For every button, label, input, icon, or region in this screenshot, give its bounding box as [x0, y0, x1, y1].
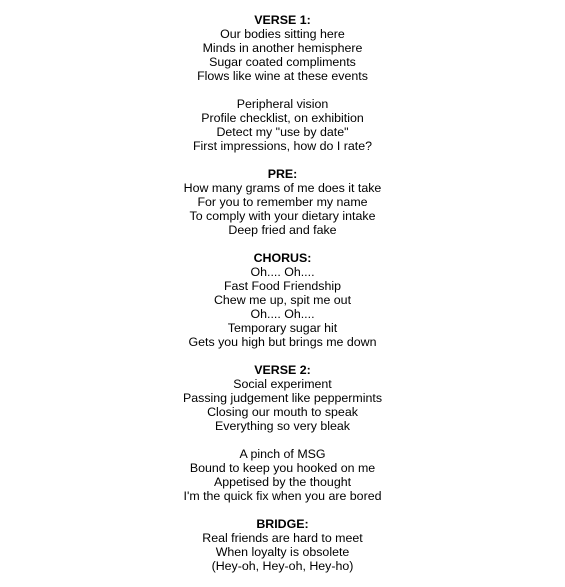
lyrics-section-chorus	[0, 251, 565, 349]
lyric-line: Bound to keep you hooked on me	[189, 461, 376, 475]
section-heading: VERSE 1:	[254, 13, 311, 27]
section-heading: PRE:	[267, 167, 298, 181]
lyric-line: Oh.... Oh....	[250, 265, 315, 279]
lyrics-section-verse-1b	[0, 97, 565, 153]
section-heading: BRIDGE:	[256, 517, 309, 531]
lyric-line: Social experiment	[233, 377, 332, 391]
lyric-line: To comply with your dietary intake	[189, 209, 376, 223]
lyric-line: Fast Food Friendship	[223, 279, 342, 293]
lyric-line: Passing judgement like peppermints	[182, 391, 383, 405]
lyric-line: Closing our mouth to speak	[207, 405, 358, 419]
lyrics-document	[0, 13, 565, 587]
lyric-line: For you to remember my name	[197, 195, 368, 209]
lyric-line: When loyalty is obsolete	[215, 545, 350, 559]
lyric-line: Temporary sugar hit	[227, 321, 338, 335]
lyric-line: Real friends are hard to meet	[202, 531, 363, 545]
lyric-line: How many grams of me does it take	[183, 181, 382, 195]
lyrics-section-pre	[0, 167, 565, 237]
lyric-line: Our bodies sitting here	[220, 27, 345, 41]
lyrics-section-verse-2b	[0, 447, 565, 503]
lyric-line: (Hey-oh, Hey-oh, Hey-ho)	[211, 559, 354, 573]
section-heading: VERSE 2:	[254, 363, 311, 377]
lyric-line: A pinch of MSG	[239, 447, 326, 461]
lyric-line: Oh.... Oh....	[250, 307, 315, 321]
lyric-line: Profile checklist, on exhibition	[201, 111, 364, 125]
lyric-line: Everything so very bleak	[215, 419, 350, 433]
lyric-line: Chew me up, spit me out	[213, 293, 352, 307]
lyrics-section-verse-1	[0, 13, 565, 83]
lyric-line: Gets you high but brings me down	[188, 335, 377, 349]
lyric-line: Detect my "use by date"	[216, 125, 349, 139]
lyric-line: Sugar coated compliments	[209, 55, 356, 69]
lyrics-section-verse-2	[0, 363, 565, 433]
lyric-line: Peripheral vision	[236, 97, 329, 111]
lyric-line: I'm the quick fix when you are bored	[183, 489, 382, 503]
lyrics-section-bridge	[0, 517, 565, 573]
lyric-line: Appetised by the thought	[213, 475, 352, 489]
lyric-line: Deep fried and fake	[228, 223, 337, 237]
lyric-line: Minds in another hemisphere	[202, 41, 363, 55]
lyric-line: Flows like wine at these events	[197, 69, 368, 83]
section-heading: CHORUS:	[253, 251, 312, 265]
lyric-line: First impressions, how do I rate?	[192, 139, 373, 153]
